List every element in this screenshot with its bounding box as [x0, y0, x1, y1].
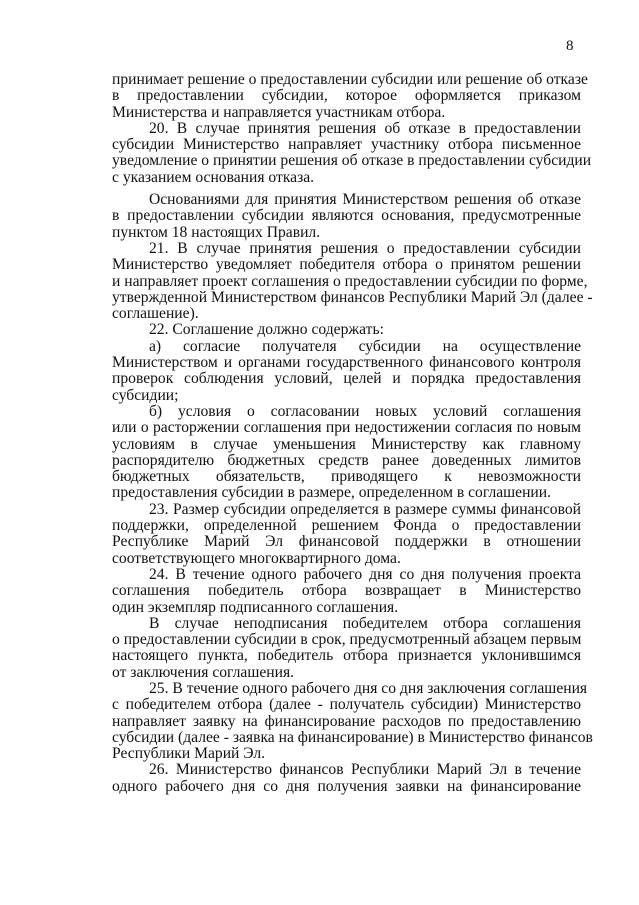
text-line: соглашение).: [112, 305, 199, 323]
text-line: Республике Марий Эл финансовой поддержки в отношении: [112, 533, 581, 551]
text-line: субсидии Министерство направляет участнику отбора письменное: [112, 136, 581, 154]
text-line: Министерства и направляется участникам отбора.: [112, 103, 446, 121]
text-line: 23. Размер субсидии определяется в размере суммы финансовой: [149, 500, 581, 518]
text-line: субсидии;: [112, 386, 179, 404]
text-line: Министерством и органами государственного финансового контроля: [112, 354, 581, 372]
text-line: утвержденной Министерством финансов Республики Марий Эл (далее -: [112, 288, 593, 306]
text-line: направляет заявку на финансирование расходов по предоставлению: [112, 712, 581, 730]
text-line: пунктом 18 настоящих Правил.: [112, 223, 321, 241]
text-line: условиям в случае уменьшения Министерству как главному: [112, 435, 581, 453]
text-line: 21. В случае принятия решения о предоставлении субсидии: [149, 239, 581, 257]
text-line: 26. Министерство финансов Республики Марий Эл в течение: [149, 761, 581, 779]
document-body: [112, 71, 593, 795]
text-line: с победителем отбора (далее - получатель субсидии) Министерство: [112, 696, 581, 714]
text-line: уведомление о принятии решения об отказе в предоставлении субсидии: [112, 152, 592, 170]
text-line: 22. Соглашение должно содержать:: [149, 321, 384, 339]
text-line: один экземпляр подписанного соглашения.: [112, 598, 399, 616]
text-line: и направляет проект соглашения о предоставлении субсидии по форме,: [112, 272, 588, 290]
text-line: настоящего пункта, победитель отбора признается уклонившимся: [112, 647, 581, 665]
text-line: бюджетных обязательств, приводящего к невозможности: [112, 468, 581, 486]
text-line: в предоставлении субсидии являются основания, предусмотренные: [112, 207, 581, 225]
text-line: 24. В течение одного рабочего дня со дня получения проекта: [149, 565, 581, 583]
text-line: распорядителю бюджетных средств ранее доведенных лимитов: [112, 451, 581, 469]
text-line: Министерство уведомляет победителя отбора о принятом решении: [112, 256, 581, 274]
text-line: с указанием основания отказа.: [112, 168, 315, 186]
text-line: проверок соблюдения условий, целей и порядка предоставления: [112, 370, 581, 388]
text-line: б) условия о согласовании новых условий соглашения: [149, 402, 581, 420]
text-line: или о расторжении соглашения при недостижении согласия по новым: [112, 419, 581, 437]
text-line: о предоставлении субсидии в срок, предусмотренный абзацем первым: [112, 631, 582, 649]
text-line: в предоставлении субсидии, которое оформляется приказом: [112, 87, 581, 105]
text-line: принимает решение о предоставлении субсидии или решение об отказе: [112, 71, 588, 88]
text-line: предоставления субсидии в размере, определенном в соглашении.: [112, 484, 552, 502]
text-line: Основаниями для принятия Министерством решения об отказе: [149, 191, 581, 209]
text-line: одного рабочего дня со дня получения заявки на финансирование: [112, 777, 581, 795]
text-line: В случае неподписания победителем отбора соглашения: [149, 614, 581, 632]
text-line: субсидии (далее - заявка на финансирование) в Министерство финансов: [112, 728, 593, 746]
text-line: Республики Марий Эл.: [112, 745, 266, 763]
text-line: соответствующего многоквартирного дома.: [112, 549, 401, 567]
text-line: от заключения соглашения.: [112, 663, 295, 681]
text-line: 20. В случае принятия решения об отказе в предоставлении: [149, 119, 581, 137]
text-line: поддержки, определенной решением Фонда о предоставлении: [112, 517, 581, 535]
text-line: а) согласие получателя субсидии на осуществление: [149, 337, 581, 355]
page-number: 8: [566, 38, 574, 54]
text-line: соглашения победитель отбора возвращает в Министерство: [112, 582, 581, 600]
text-line: 25. В течение одного рабочего дня со дня заключения соглашения: [149, 679, 588, 697]
